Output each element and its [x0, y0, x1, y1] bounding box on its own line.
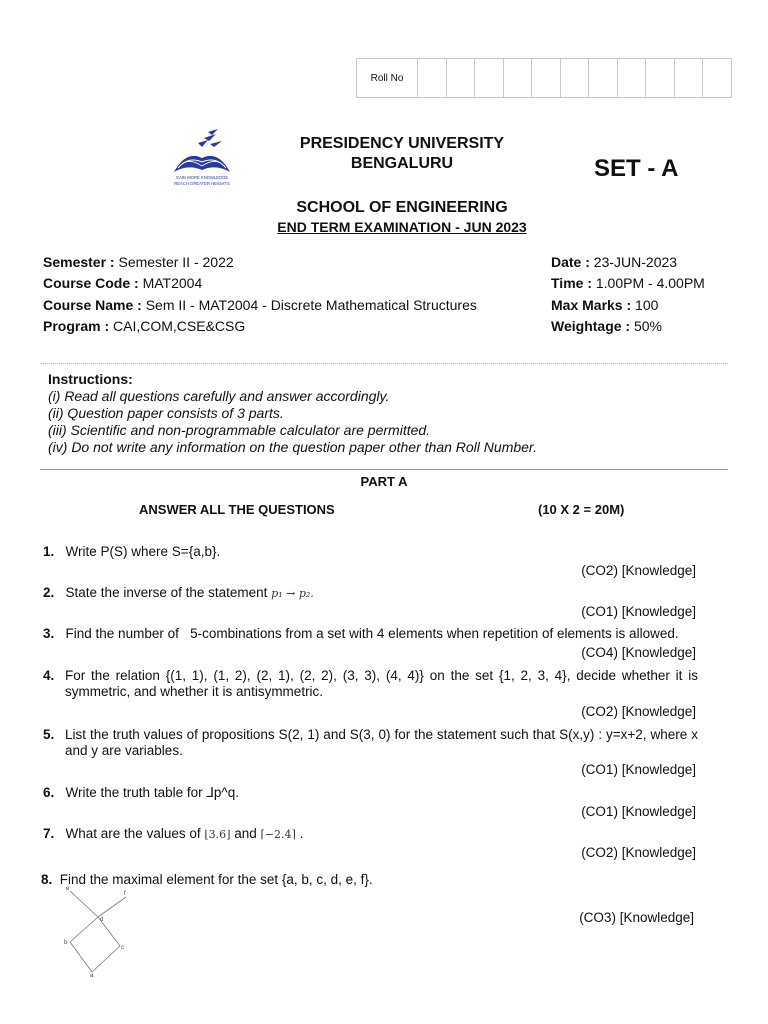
meta-weightage: Weightage : 50% [551, 317, 662, 334]
question-7-co: (CO2) [Knowledge] [581, 845, 696, 860]
divider [40, 363, 728, 364]
marks-scheme: (10 X 2 = 20M) [538, 502, 625, 517]
svg-text:GAIN MORE KNOWLEDGE: GAIN MORE KNOWLEDGE [175, 175, 229, 180]
instruction-item: (iv) Do not write any information on the question paper other than Roll Number. [48, 439, 537, 455]
answer-all-label: ANSWER ALL THE QUESTIONS [139, 502, 335, 517]
divider [40, 469, 728, 470]
question-1-co: (CO2) [Knowledge] [581, 563, 696, 578]
meta-date: Date : 23-JUN-2023 [551, 254, 678, 270]
question-1: 1. Write P(S) where S={a,b}. [43, 544, 221, 559]
meta-max-marks: Max Marks : 100 [551, 296, 659, 313]
instruction-item: (ii) Question paper consists of 3 parts. [48, 405, 284, 421]
roll-no-label: Roll No [357, 59, 418, 97]
question-8: 8. Find the maximal element for the set {a, b, c, d, e, f}. [41, 872, 373, 887]
meta-program: Program : CAI,COM,CSE&CSG [43, 317, 246, 334]
instructions-title: Instructions: [48, 371, 133, 387]
question-8-co: (CO3) [Knowledge] [579, 910, 694, 925]
question-4: 4. For the relation {(1, 1), (1, 2), (2, 1), (2, 2), (3, 3), (4, 4)} on the set {1, 2, 3, 4}, decide whether it is symmetric, and whether it is antisymmetric. [43, 668, 698, 699]
question-5-co: (CO1) [Knowledge] [581, 762, 696, 777]
exam-meta-right [551, 252, 705, 337]
set-label: SET - A [594, 155, 679, 182]
instruction-item: (iii) Scientific and non-programmable calculator are permitted. [48, 422, 431, 438]
hasse-node: f [124, 891, 126, 897]
roll-no-cell[interactable] [504, 59, 533, 97]
hasse-node: c [121, 945, 124, 951]
hasse-node: b [64, 940, 68, 946]
question-3-co: (CO4) [Knowledge] [581, 645, 696, 660]
exam-title: END TERM EXAMINATION - JUN 2023 [277, 219, 527, 235]
roll-no-cell[interactable] [646, 59, 675, 97]
roll-no-cell[interactable] [703, 59, 731, 97]
roll-no-cell[interactable] [589, 59, 618, 97]
hasse-diagram [60, 884, 132, 978]
meta-time: Time : 1.00PM - 4.00PM [551, 275, 705, 292]
hasse-node: e [66, 886, 70, 892]
roll-no-cell[interactable] [447, 59, 476, 97]
school-name: SCHOOL OF ENGINEERING [296, 199, 508, 216]
roll-no-cell[interactable] [618, 59, 647, 97]
university-city: BENGALURU [350, 155, 454, 172]
part-title: PART A [360, 474, 408, 489]
question-6-co: (CO1) [Knowledge] [581, 804, 696, 819]
question-2-co: (CO1) [Knowledge] [581, 604, 696, 619]
hasse-node: a [90, 973, 94, 978]
meta-semester: Semester : Semester II - 2022 [43, 254, 234, 270]
question-4-co: (CO2) [Knowledge] [581, 704, 696, 719]
instruction-item: (i) Read all questions carefully and answer accordingly. [48, 388, 390, 404]
svg-text:REACH GREATER HEIGHTS: REACH GREATER HEIGHTS [174, 181, 230, 186]
roll-no-cell[interactable] [561, 59, 590, 97]
exam-meta-left [43, 252, 477, 337]
instructions-list [48, 388, 537, 456]
roll-no-cell[interactable] [475, 59, 504, 97]
question-6: 6. Write the truth table for ⅃p^q. [43, 785, 239, 800]
roll-no-cell[interactable] [418, 59, 447, 97]
question-7: 7. What are the values of ⌊3.6⌋ and ⌈−2.4⌉ . [43, 826, 304, 841]
meta-course-name: Course Name : Sem II - MAT2004 - Discrete Mathematical Structures [43, 296, 477, 313]
question-3: 3. Find the number of 5-combinations from a set with 4 elements when repetition of elements is allowed. [43, 626, 679, 641]
roll-number-box [356, 58, 732, 98]
question-5: 5. List the truth values of propositions S(2, 1) and S(3, 0) for the statement such that S(x,y) : y=x+2, where x and y are variables. [43, 727, 698, 758]
meta-course-code: Course Code : MAT2004 [43, 275, 203, 292]
hasse-node: d [100, 917, 104, 923]
university-name: PRESIDENCY UNIVERSITY [299, 135, 505, 152]
question-2: 2. State the inverse of the statement p₁ → p₂. [43, 585, 314, 600]
roll-no-cell[interactable] [532, 59, 561, 97]
roll-no-cell[interactable] [675, 59, 704, 97]
